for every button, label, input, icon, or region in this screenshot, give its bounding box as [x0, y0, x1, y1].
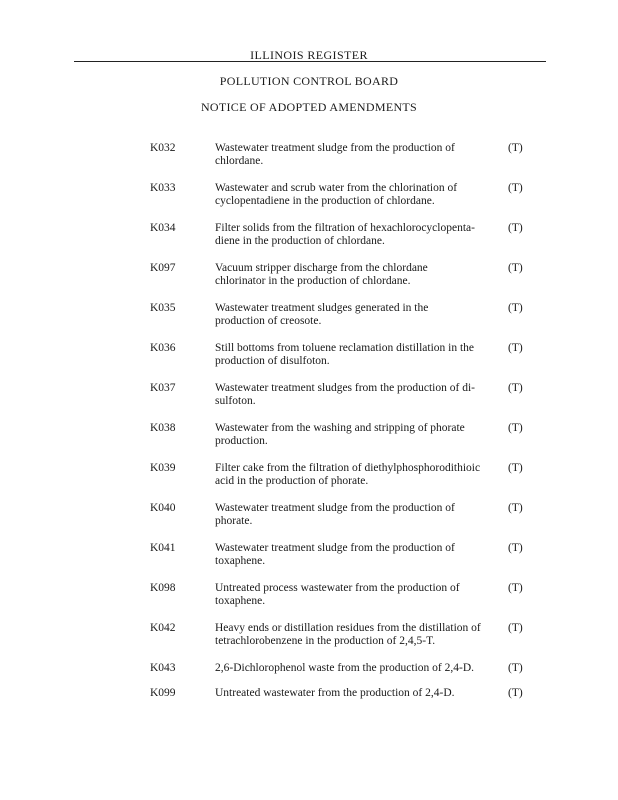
waste-code: K039 — [150, 462, 176, 474]
description-line: Untreated process wastewater from the production of — [215, 582, 460, 594]
waste-description — [215, 342, 500, 368]
description-line: production of creosote. — [215, 315, 322, 327]
description-line: Wastewater from the washing and stripping of phorate — [215, 422, 465, 434]
description-line: production. — [215, 435, 268, 447]
hazard-code: (T) — [508, 302, 523, 314]
description-line: Filter cake from the filtration of diethylphosphorodithioic — [215, 462, 481, 474]
waste-code: K042 — [150, 622, 176, 634]
hazard-code: (T) — [508, 342, 523, 354]
description-line: cyclopentadiene in the production of chlordane. — [215, 195, 435, 207]
header-divider — [74, 61, 546, 62]
waste-description — [215, 502, 500, 528]
notice-heading: NOTICE OF ADOPTED AMENDMENTS — [200, 100, 418, 114]
description-line: phorate. — [215, 515, 253, 527]
waste-description — [215, 222, 500, 248]
description-line: acid in the production of phorate. — [215, 475, 369, 487]
description-line: toxaphene. — [215, 595, 266, 607]
description-line: Wastewater treatment sludge from the production of — [215, 142, 455, 154]
waste-code: K098 — [150, 582, 176, 594]
hazard-code: (T) — [508, 382, 523, 394]
waste-code: K040 — [150, 502, 176, 514]
waste-description — [215, 142, 500, 168]
waste-description — [215, 302, 500, 328]
description-line: chlordane. — [215, 155, 264, 167]
hazard-code: (T) — [508, 622, 523, 634]
hazard-code: (T) — [508, 142, 523, 154]
waste-description — [215, 687, 500, 700]
hazard-code: (T) — [508, 262, 523, 274]
hazard-code: (T) — [508, 582, 523, 594]
hazard-code: (T) — [508, 462, 523, 474]
description-line: Still bottoms from toluene reclamation distillation in the — [215, 342, 475, 354]
waste-description — [215, 262, 500, 288]
waste-code: K038 — [150, 422, 176, 434]
waste-code: K037 — [150, 382, 176, 394]
hazard-code: (T) — [508, 502, 523, 514]
waste-description — [215, 382, 500, 408]
waste-code: K043 — [150, 662, 176, 674]
waste-description — [215, 542, 500, 568]
description-line: Wastewater treatment sludges generated in the — [215, 302, 429, 314]
hazard-code: (T) — [508, 422, 523, 434]
waste-code: K035 — [150, 302, 176, 314]
description-line: Wastewater treatment sludges from the production of di- — [215, 382, 475, 394]
description-line: diene in the production of chlordane. — [215, 235, 385, 247]
waste-description — [215, 462, 500, 488]
waste-code: K034 — [150, 222, 176, 234]
hazard-code: (T) — [508, 687, 523, 699]
waste-code: K036 — [150, 342, 176, 354]
waste-description — [215, 422, 500, 448]
description-line: 2,6-Dichlorophenol waste from the production of 2,4-D. — [215, 662, 475, 674]
description-line: Untreated wastewater from the production of 2,4-D. — [215, 687, 455, 699]
waste-code: K032 — [150, 142, 176, 154]
waste-code: K097 — [150, 262, 176, 274]
hazard-code: (T) — [508, 182, 523, 194]
waste-description — [215, 582, 500, 608]
description-line: production of disulfoton. — [215, 355, 330, 367]
waste-code: K041 — [150, 542, 176, 554]
description-line: Filter solids from the filtration of hexachlorocyclopenta- — [215, 222, 475, 234]
description-line: sulfoton. — [215, 395, 256, 407]
waste-description — [215, 622, 500, 648]
hazard-code: (T) — [508, 542, 523, 554]
description-line: Heavy ends or distillation residues from the distillation of — [215, 622, 481, 634]
waste-code: K099 — [150, 687, 176, 699]
board-heading: POLLUTION CONTROL BOARD — [219, 74, 399, 88]
description-line: Wastewater treatment sludge from the production of — [215, 542, 455, 554]
hazard-code: (T) — [508, 662, 523, 674]
waste-description — [215, 182, 500, 208]
waste-code: K033 — [150, 182, 176, 194]
register-title: ILLINOIS REGISTER — [250, 48, 368, 62]
hazard-code: (T) — [508, 222, 523, 234]
description-line: toxaphene. — [215, 555, 266, 567]
description-line: Wastewater treatment sludge from the production of — [215, 502, 455, 514]
description-line: tetrachlorobenzene in the production of 2,4,5-T. — [215, 635, 436, 647]
description-line: Wastewater and scrub water from the chlorination of — [215, 182, 458, 194]
description-line: chlorinator in the production of chlordane. — [215, 275, 411, 287]
description-line: Vacuum stripper discharge from the chlordane — [215, 262, 428, 274]
waste-description — [215, 662, 500, 675]
